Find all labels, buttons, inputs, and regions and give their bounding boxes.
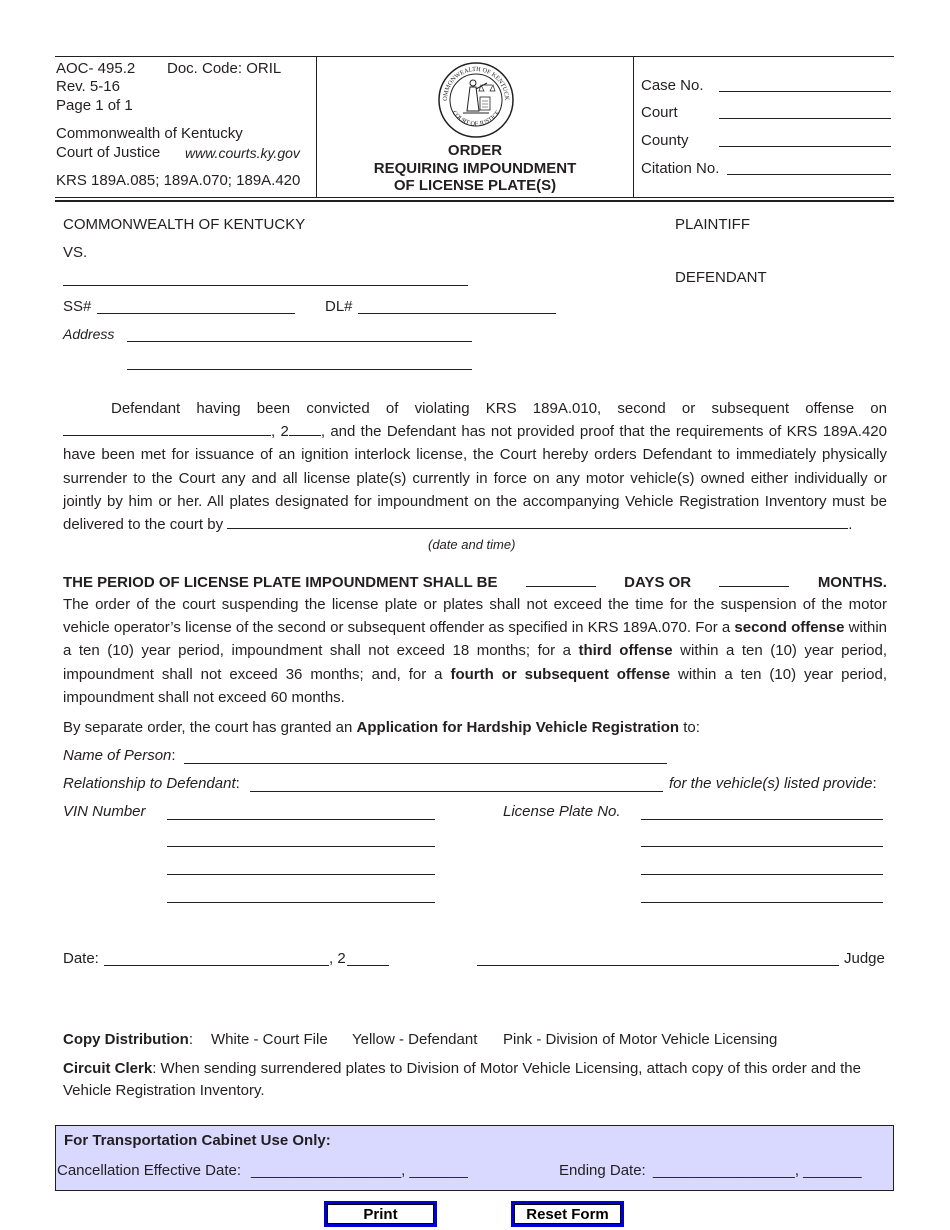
conviction-year-field[interactable] <box>289 421 321 436</box>
ss-label: SS# <box>63 298 92 315</box>
case-no-label: Case No. <box>641 77 704 94</box>
copy-pink: Pink - Division of Motor Vehicle Licensing <box>503 1031 778 1048</box>
ss-field[interactable] <box>97 313 295 314</box>
vin-field-4[interactable] <box>167 902 435 903</box>
vehicles-colon: : <box>872 775 877 792</box>
fourth-offense: fourth or subsequent offense <box>450 665 671 683</box>
hardship-text-c: to: <box>679 719 700 736</box>
plaintiff-name: COMMONWEALTH OF KENTUCKY <box>63 216 306 233</box>
vin-field-3[interactable] <box>167 874 435 875</box>
case-no-field[interactable] <box>719 91 891 92</box>
vehicles-label-text: for the vehicle(s) listed provide <box>669 775 873 792</box>
suspension-text-c: within a ten (10) year period, impoundment shall not exceed 18 months; for a <box>63 619 887 660</box>
form-number: AOC- 495.2 <box>56 60 136 77</box>
versus-label: VS. <box>63 244 88 261</box>
state-name: Commonwealth of Kentucky <box>56 125 243 142</box>
title-line-2: REQUIRING IMPOUNDMENT <box>373 160 577 177</box>
vin-label: VIN Number <box>63 803 146 820</box>
hardship-line <box>63 719 700 736</box>
county-label: County <box>641 132 689 149</box>
period-text-a: THE PERIOD OF LICENSE PLATE IMPOUNDMENT SHALL BE <box>63 574 498 591</box>
period-text-b: DAYS OR <box>624 574 692 591</box>
county-field[interactable] <box>719 146 891 147</box>
third-offense: third offense <box>578 642 673 660</box>
cabinet-use-box <box>55 1125 894 1191</box>
statutes: KRS 189A.085; 189A.070; 189A.420 <box>56 172 301 189</box>
copy-distribution <box>63 1031 193 1048</box>
doc-code: Doc. Code: ORIL <box>167 60 282 77</box>
vin-field-1[interactable] <box>167 819 435 820</box>
conviction-text-start: Defendant having been convicted of violating KRS 189A.010, second or subsequent offense on <box>111 400 887 417</box>
revision: Rev. 5-16 <box>56 78 120 95</box>
dl-label: DL# <box>325 298 353 315</box>
copy-white: White - Court File <box>211 1031 328 1048</box>
suspension-text-e: within a ten (10) year period, impoundment shall not exceed 36 months; and, for a <box>63 642 887 683</box>
name-of-person-label <box>63 747 176 764</box>
suspension-paragraph <box>63 593 887 709</box>
cancellation-date-label: Cancellation Effective Date: <box>57 1162 241 1179</box>
plate-field-2[interactable] <box>641 846 883 847</box>
hardship-text-a: By separate order, the court has granted an <box>63 719 357 736</box>
suspension-text-a: The order of the court suspending the license plate or plates shall not exceed the time for the suspension of the motor vehicle operator’s license of the second or subsequent offender as specified in KRS 189A.070. For a <box>63 596 887 637</box>
period-line <box>63 572 887 591</box>
hardship-application: Application for Hardship Vehicle Registration <box>356 719 680 736</box>
days-field[interactable] <box>526 572 596 587</box>
ending-date-label: Ending Date: <box>559 1162 646 1179</box>
court-seal <box>437 61 515 139</box>
page-count: Page 1 of 1 <box>56 97 133 114</box>
judge-signature-field[interactable] <box>477 965 839 966</box>
circuit-clerk-note <box>63 1058 883 1102</box>
months-field[interactable] <box>719 572 789 587</box>
reset-form-button[interactable]: Reset Form <box>511 1201 624 1227</box>
address-field-2[interactable] <box>127 369 472 370</box>
period-text-c: MONTHS. <box>817 574 887 591</box>
copy-yellow: Yellow - Defendant <box>352 1031 478 1048</box>
plate-field-3[interactable] <box>641 874 883 875</box>
dl-field[interactable] <box>358 313 556 314</box>
court-field[interactable] <box>719 118 891 119</box>
relationship-label <box>63 775 240 792</box>
delivery-date-field[interactable] <box>227 514 848 529</box>
circuit-clerk-text: : When sending surrendered plates to Division of Motor Vehicle Licensing, attach copy of this order and the Vehicle Registration Inventory. <box>63 1060 861 1099</box>
date-time-caption: (date and time) <box>428 537 516 552</box>
copy-colon: : <box>188 1031 193 1048</box>
relationship-field[interactable] <box>250 791 663 792</box>
conviction-year-prefix: , 2 <box>271 423 289 441</box>
ending-date-field[interactable]: _________________, _______ <box>653 1162 862 1179</box>
circuit-clerk-label: Circuit Clerk <box>63 1060 153 1077</box>
name-label-text: Name of Person <box>63 747 172 764</box>
suspension-text-g: within a ten (10) year period, impoundment shall not exceed 60 months. <box>63 665 887 706</box>
date-label: Date: <box>63 950 99 967</box>
vin-field-2[interactable] <box>167 846 435 847</box>
title-line-1: ORDER <box>447 142 503 159</box>
plate-label: License Plate No. <box>503 803 621 820</box>
second-offense: second offense <box>734 619 845 637</box>
relationship-label-text: Relationship to Defendant <box>63 775 236 792</box>
relationship-colon: : <box>235 775 240 792</box>
judge-label: Judge <box>844 950 885 967</box>
header-bottom-rule-2 <box>55 200 894 202</box>
citation-field[interactable] <box>727 174 891 175</box>
header-top-rule <box>55 56 894 57</box>
address-label: Address <box>63 326 115 342</box>
court-seal-icon <box>437 61 515 139</box>
name-colon: : <box>171 747 176 764</box>
court-name: Court of Justice <box>56 144 161 161</box>
print-button[interactable]: Print <box>324 1201 437 1227</box>
copy-distribution-label: Copy Distribution <box>63 1031 189 1048</box>
cancellation-date-field[interactable]: __________________, _______ <box>251 1162 468 1179</box>
name-of-person-field[interactable] <box>184 763 667 764</box>
citation-label: Citation No. <box>641 160 720 177</box>
defendant-label: DEFENDANT <box>675 269 767 286</box>
signature-date-field[interactable] <box>104 965 329 966</box>
plaintiff-label: PLAINTIFF <box>675 216 751 233</box>
defendant-name-field[interactable] <box>63 285 468 286</box>
header-bottom-rule-1 <box>55 197 894 198</box>
court-website: www.courts.ky.gov <box>185 145 300 161</box>
svg-text:COMMONWEALTH OF KENTUCKY: OMMONWEALTH OF KENTUCK <box>441 65 511 102</box>
date-year-prefix: , 2 <box>329 950 346 967</box>
conviction-paragraph <box>63 397 887 536</box>
header-divider-right <box>633 56 634 197</box>
address-field-1[interactable] <box>127 341 472 342</box>
signature-year-field[interactable] <box>347 965 389 966</box>
cabinet-title: For Transportation Cabinet Use Only: <box>64 1132 331 1149</box>
svg-text:COURT OF JUSTICE: COURT OF JUSTICE <box>450 109 502 128</box>
period-mark: . <box>848 516 853 534</box>
plate-field-4[interactable] <box>641 902 883 903</box>
court-label: Court <box>641 104 678 121</box>
plate-field-1[interactable] <box>641 819 883 820</box>
title-line-3: OF LICENSE PLATE(S) <box>393 177 557 194</box>
conviction-text-rest: , and the Defendant has not provided proof that the requirements of KRS 189A.420 have been met for issuance of an ignition interlock license, the Court hereby orders Defendant to immediately physically surrender to the Court any and all license plate(s) currently in force on any motor vehicle(s) owned either individually or jointly by him or her. All plates designated for impoundment on the accompanying Vehicle Registration Inventory must be delivered to the court by <box>63 423 887 534</box>
conviction-date-field[interactable] <box>63 421 271 436</box>
vehicles-provide-label <box>669 775 877 792</box>
